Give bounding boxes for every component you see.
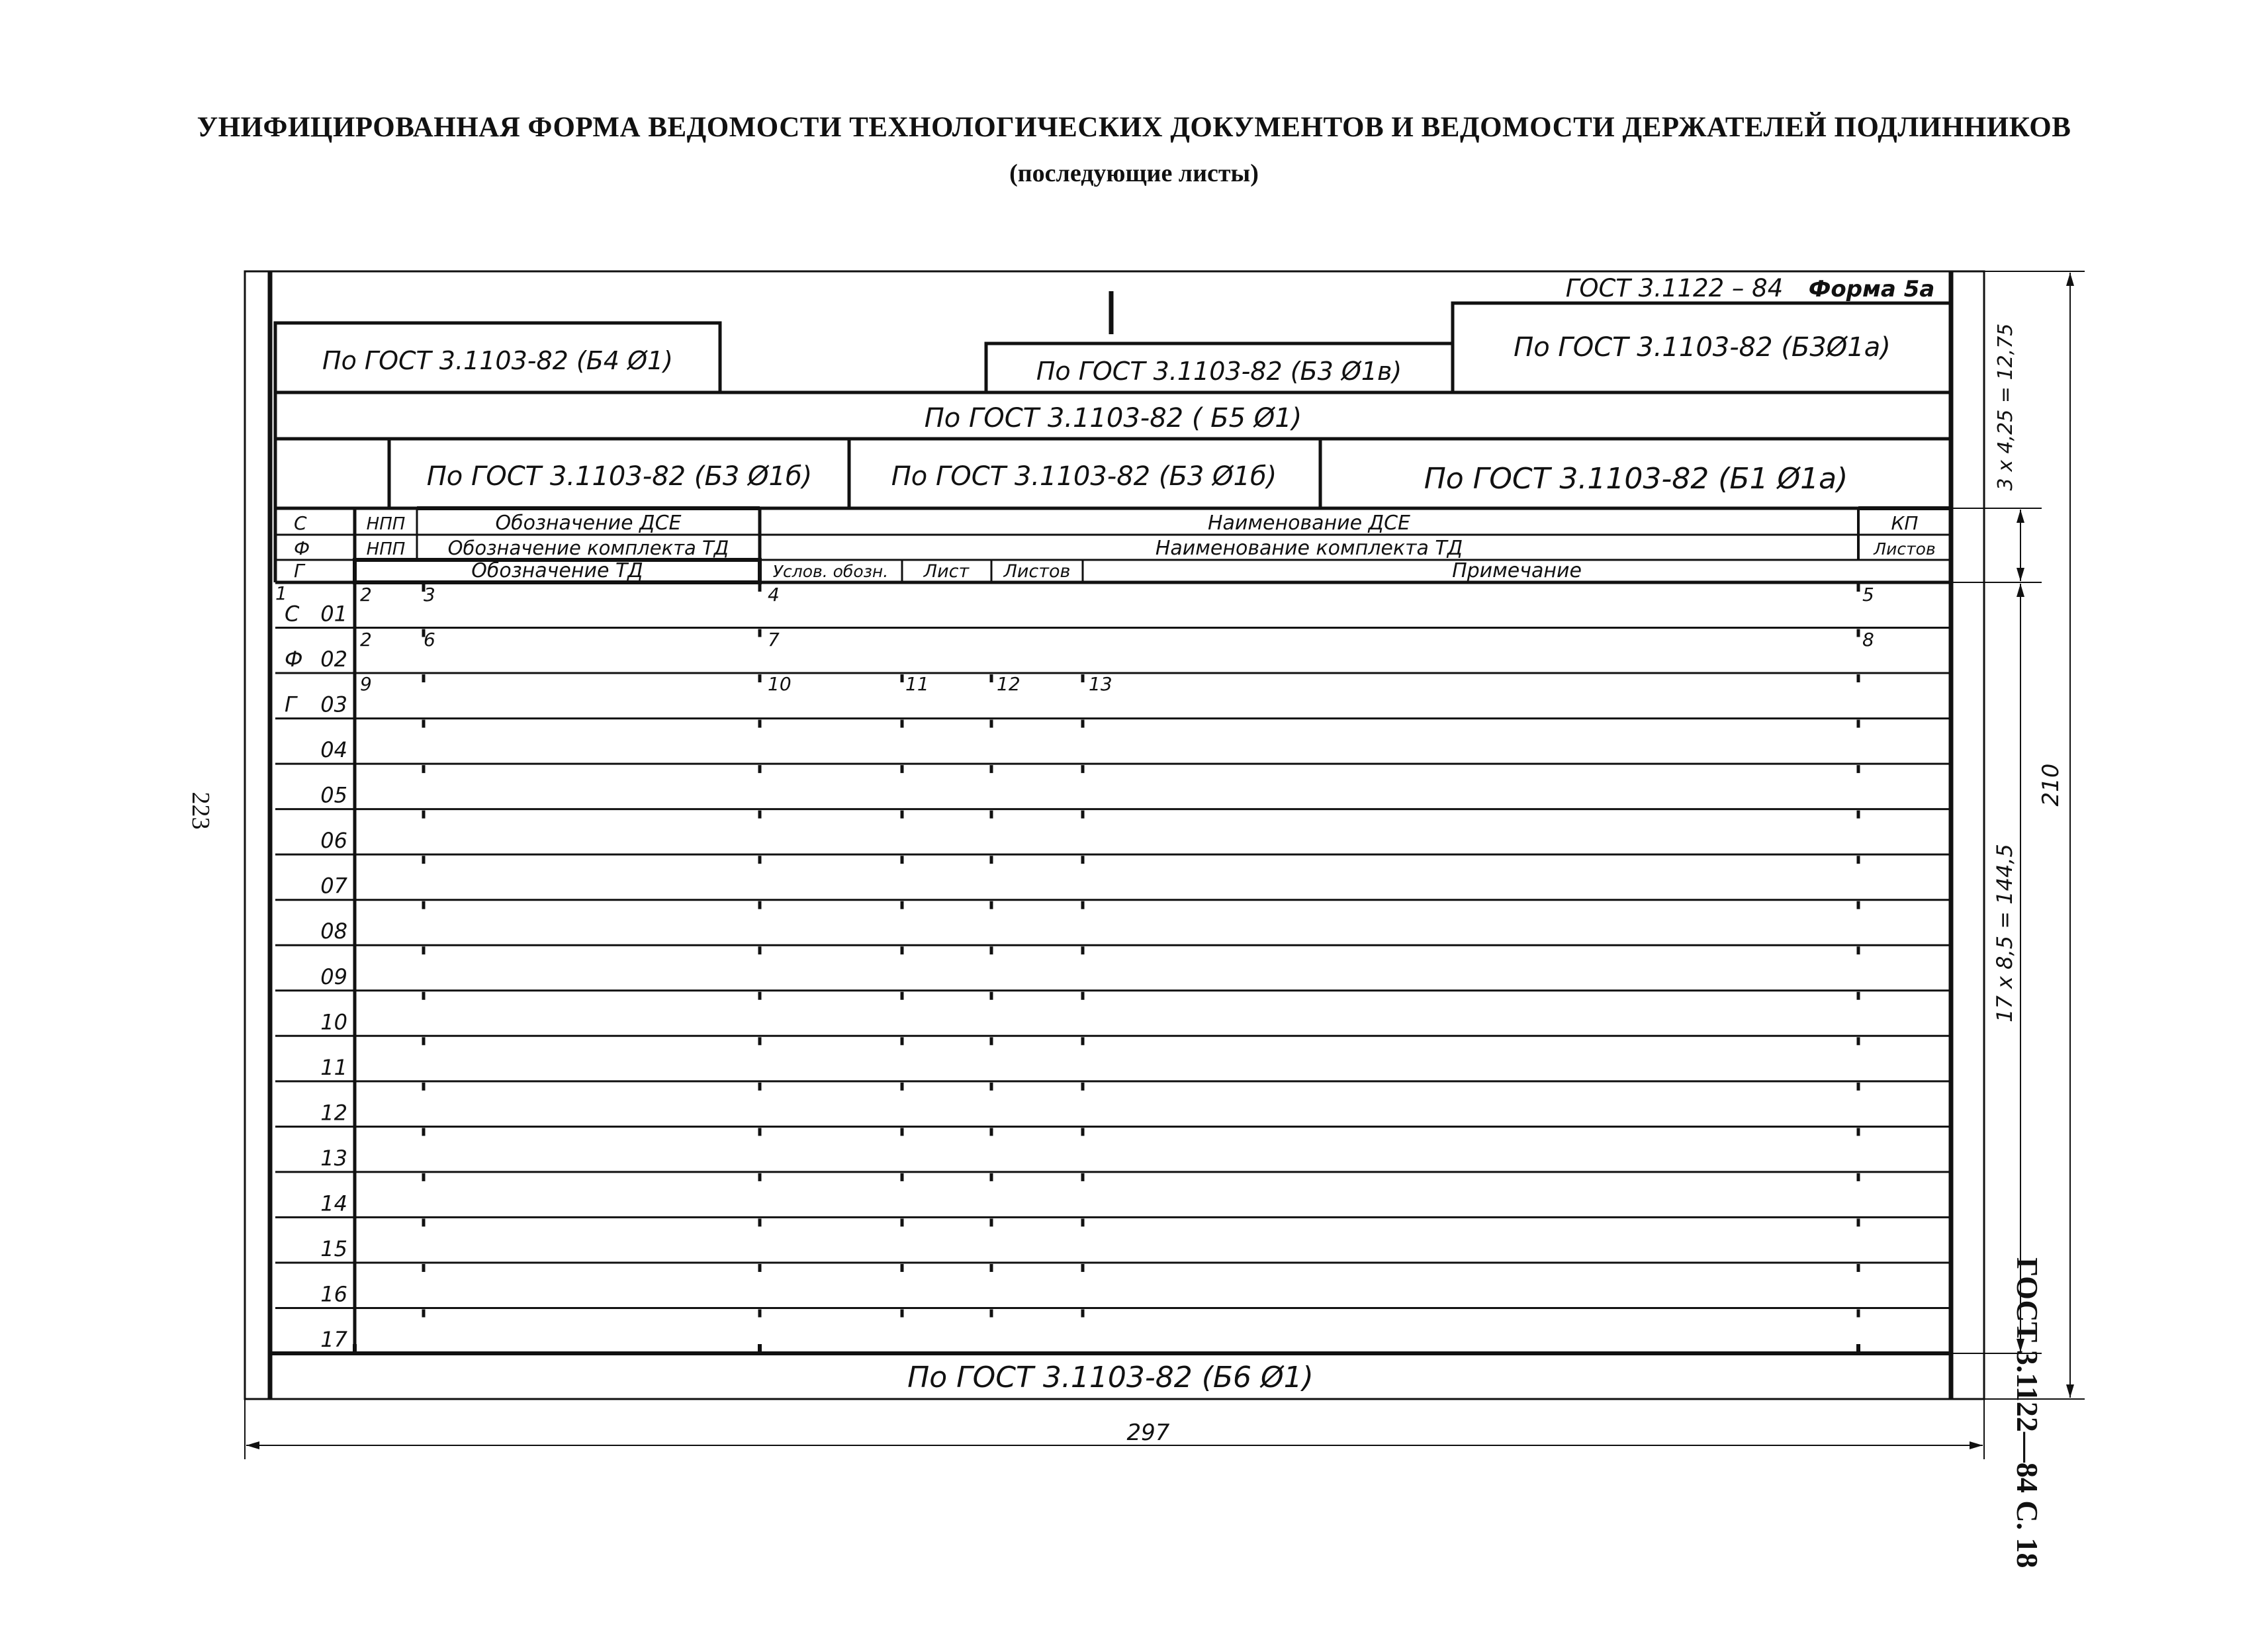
page-number: 223 [187,791,214,830]
form-frame [245,271,1984,1399]
dim-height: 210 [2038,763,2064,807]
block-b4f1: По ГОСТ 3.1103-82 (Б4 Ø1) [322,346,673,375]
row-number: 12 [320,1100,347,1126]
row-number: 16 [320,1281,347,1307]
dim-rows-height: 17 х 8,5 = 144,5 [1992,844,2017,1022]
hdr-f-code: Ф [294,537,310,559]
row-number: 10 [320,1009,347,1035]
hdr-c-code: С [294,512,307,534]
row-number: 11 [320,1054,347,1080]
hdr-g-designation: Обозначение ТД [471,559,643,582]
hdr-g-sheets: Листов [1003,561,1071,582]
fieldnum-2b: 2 [360,629,372,651]
fieldnum-1: 1 [275,582,287,604]
block-b3f1v: По ГОСТ 3.1103-82 (Б3 Ø1в) [1036,357,1402,386]
row-prefix: Ф [285,647,303,672]
row-ticks [355,584,1858,1353]
block-b5f1: По ГОСТ 3.1103-82 ( Б5 Ø1) [924,403,1302,433]
row-number: 08 [320,919,347,944]
row-number: 14 [320,1191,347,1216]
hdr-g-cond: Услов. обозн. [772,562,889,581]
row-number: 17 [320,1327,347,1352]
fieldnum-9: 9 [360,673,372,695]
row-lines [275,628,1951,1308]
row-number: 07 [320,873,347,899]
row-number: 13 [320,1145,347,1171]
hdr-f-designation: Обозначение комплекта ТД [447,537,729,559]
block-b6f1: По ГОСТ 3.1103-82 (Б6 Ø1) [907,1361,1314,1394]
row-number: 06 [320,828,347,854]
page-title: УНИФИЦИРОВАННАЯ ФОРМА ВЕДОМОСТИ ТЕХНОЛОГИЧЕСКИХ ДОКУМЕНТОВ И ВЕДОМОСТИ ДЕРЖАТЕЛЕЙ ПОДЛИННИКОВ [197,112,2071,143]
dim-width: 297 [1126,1420,1170,1446]
fieldnum-2a: 2 [360,584,372,606]
hdr-g-code: Г [294,560,304,582]
hdr-g-sheet: Лист [923,561,970,582]
hdr-c-designation: Обозначение ДСЕ [495,512,682,535]
row-labels [285,602,348,1352]
row-number: 03 [320,692,347,717]
row-number: 09 [320,964,347,989]
fieldnum-3: 3 [424,584,435,606]
row-number: 04 [320,737,347,763]
row-number: 15 [320,1236,347,1261]
hdr-f-npp: НПП [366,539,406,559]
form-label: Форма 5а [1808,276,1935,302]
fieldnum-13: 13 [1089,673,1112,695]
hdr-c-extra: КП [1891,512,1919,534]
dimension-lines [245,271,2085,1459]
dim-header-height: 3 х 4,25 = 12,75 [1994,323,2017,491]
column-header-grid [275,508,1951,1353]
hdr-g-note: Примечание [1452,559,1582,582]
side-stamp: ГОСТ 3.1122—84 С. 18 [2011,1257,2044,1568]
fieldnum-10: 10 [768,673,792,695]
hdr-f-extra: Листов [1874,539,1936,559]
block-b3f1b-left: По ГОСТ 3.1103-82 (Б3 Ø1б) [426,461,813,492]
block-b3f1b-mid: По ГОСТ 3.1103-82 (Б3 Ø1б) [891,461,1277,492]
hdr-c-npp: НПП [366,514,406,534]
page-subtitle: (последующие листы) [1009,159,1259,187]
row-number: 05 [320,782,347,808]
fieldnum-5: 5 [1862,584,1874,606]
fieldnum-4: 4 [768,584,780,606]
fieldnum-7: 7 [768,629,780,651]
hdr-c-name: Наименование ДСЕ [1207,512,1411,535]
fieldnum-11: 11 [905,673,929,695]
fieldnum-12: 12 [997,673,1021,695]
row-number: 01 [320,601,347,627]
row-prefix: С [285,601,300,627]
fieldnum-6: 6 [424,629,435,651]
fieldnum-8: 8 [1862,629,1874,651]
row-prefix: Г [285,692,296,717]
block-b1f1a: По ГОСТ 3.1103-82 (Б1 Ø1а) [1424,462,1848,496]
block-b3f1a: По ГОСТ 3.1103-82 (Б3Ø1а) [1514,332,1891,363]
standard-label: ГОСТ 3.1122 – 84 [1565,274,1784,302]
row-number: 02 [320,647,347,672]
hdr-f-name: Наименование комплекта ТД [1155,537,1463,560]
